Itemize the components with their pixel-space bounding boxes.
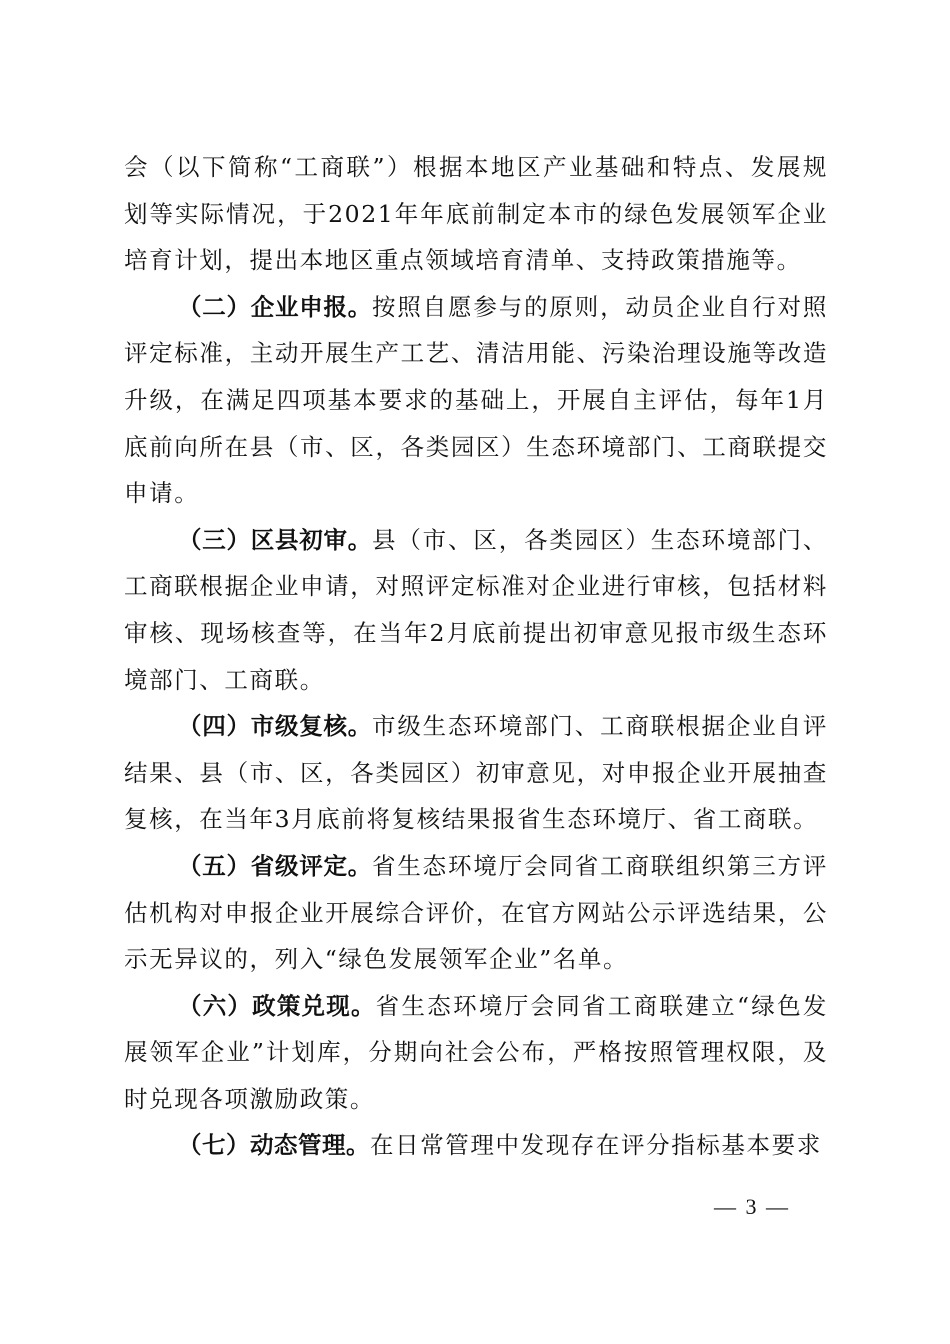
paragraph-provincial-evaluation	[124, 843, 828, 983]
paragraph-text: 县（市、区，各类园区）生态环境部门、工商联根据企业申请，对照评定标准对企业进行审核，包括材料审核、现场核查等，在当年2月底前提出初审意见报市级生态环境部门、工商联。	[124, 525, 828, 694]
paragraph-enterprise-application	[124, 284, 828, 517]
paragraph-policy-fulfillment	[124, 983, 828, 1123]
paragraph-text: 会（以下简称“工商联”）根据本地区产业基础和特点、发展规划等实际情况，于2021年年底前制定本市的绿色发展领军企业培育计划，提出本地区重点领域培育清单、支持政策措施等。	[124, 153, 828, 275]
paragraph-text: 省生态环境厅会同省工商联组织第三方评估机构对申报企业开展综合评价，在官方网站公示评选结果，公示无异议的，列入“绿色发展领军企业”名单。	[124, 851, 828, 974]
paragraph-continuation	[124, 144, 828, 284]
paragraph-text: 市级生态环境部门、工商联根据企业自评结果、县（市、区，各类园区）初审意见，对申报企业开展抽查复核，在当年3月底前将复核结果报省生态环境厅、省工商联。	[124, 712, 828, 834]
paragraph-dynamic-management	[124, 1122, 828, 1169]
paragraph-city-recheck	[124, 703, 828, 843]
paragraph-text: 省生态环境厅会同省工商联建立“绿色发展领军企业”计划库，分期向社会公布，严格按照管理权限，及时兑现各项激励政策。	[124, 991, 828, 1113]
paragraph-county-review	[124, 517, 828, 703]
section-heading: （三）区县初审。	[178, 525, 372, 554]
section-heading: （七）动态管理。	[178, 1131, 370, 1160]
section-heading: （二）企业申报。	[178, 292, 372, 321]
section-heading: （五）省级评定。	[178, 851, 372, 880]
document-body	[124, 144, 828, 1169]
section-heading: （四）市级复核。	[178, 712, 372, 741]
section-heading: （六）政策兑现。	[178, 991, 376, 1020]
paragraph-text: 在日常管理中发现存在评分指标基本要求	[370, 1131, 822, 1160]
paragraph-text: 按照自愿参与的原则，动员企业自行对照评定标准，主动开展生产工艺、清洁用能、污染治理设施等改造升级，在满足四项基本要求的基础上，开展自主评估，每年1月底前向所在县（市、区，各类园区）生态环境部门、工商联提交申请。	[124, 292, 828, 508]
page-number: — 3 —	[714, 1194, 790, 1219]
